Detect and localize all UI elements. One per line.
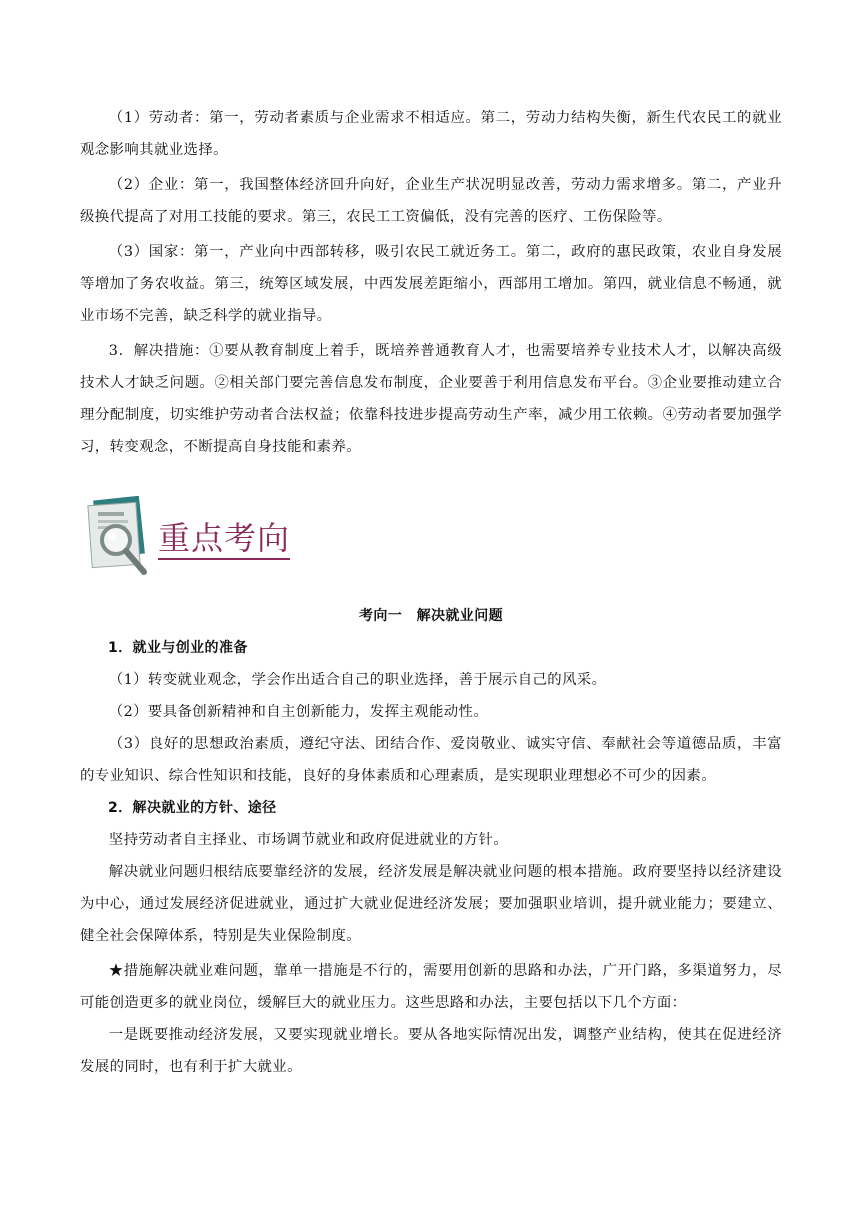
heading-employment-preparation: 1．就业与创业的准备 (108, 640, 248, 656)
list-item: （1）转变就业观念，学会作出适合自己的职业选择，善于展示自己的风采。 (108, 672, 607, 688)
list-item: （2）要具备创新精神和自主创新能力，发挥主观能动性。 (108, 704, 489, 720)
magnifier-icon (82, 496, 158, 578)
main-section (80, 600, 782, 1083)
list-item: ★措施解决就业难问题，靠单一措施是不行的，需要用创新的思路和办法，广开门路，多渠道努力，尽可能创造更多的就业岗位，缓解巨大的就业压力。这些思路和办法，主要包括以下几个方面： (80, 963, 782, 1011)
paragraph-enterprise: （2）企业：第一，我国整体经济回升向好，企业生产状况明显改善，劳动力需求增多。第二，产业升级换代提高了对用工技能的要求。第三，农民工工资偏低，没有完善的医疗、工伤保险等。 (80, 177, 782, 225)
top-section (80, 102, 782, 463)
list-item: 一是既要推动经济发展，又要实现就业增长。要从各地实际情况出发，调整产业结构，使其在促进经济发展的同时，也有利于扩大就业。 (80, 1027, 782, 1075)
heading-employment-policy: 2．解决就业的方针、途径 (108, 800, 277, 816)
key-topics-banner (82, 496, 302, 580)
list-item: 坚持劳动者自主择业、市场调节就业和政府促进就业的方针。 (108, 832, 509, 848)
list-item: 解决就业问题归根结底要靠经济的发展，经济发展是解决就业问题的根本措施。政府要坚持以经济建设为中心，通过发展经济促进就业，通过扩大就业促进经济发展；要加强职业培训，提升就业能力；要建立、健全社会保障体系，特别是失业保险制度。 (80, 864, 782, 944)
paragraph-laborer: （1）劳动者：第一，劳动者素质与企业需求不相适应。第二，劳动力结构失衡，新生代农民工的就业观念影响其就业选择。 (80, 110, 782, 158)
paragraph-state: （3）国家：第一，产业向中西部转移，吸引农民工就近务工。第二，政府的惠民政策，农业自身发展等增加了务农收益。第三，统筹区域发展，中西发展差距缩小，西部用工增加。第四，就业信息不畅通，就业市场不完善，缺乏科学的就业指导。 (80, 244, 782, 324)
list-item: （3）良好的思想政治素质，遵纪守法、团结合作、爱岗敬业、诚实守信、奉献社会等道德品质，丰富的专业知识、综合性知识和技能，良好的身体素质和心理素质，是实现职业理想必不可少的因素。 (80, 736, 782, 784)
paragraph-solutions: 3．解决措施：①要从教育制度上着手，既培养普通教育人才，也需要培养专业技术人才，以解决高级技术人才缺乏问题。②相关部门要完善信息发布制度，企业要善于利用信息发布平台。③企业要推动建立合理分配制度，切实维护劳动者合法权益；依靠科技进步提高劳动生产率，减少用工依赖。④劳动者要加强学习，转变观念，不断提高自身技能和素养。 (80, 343, 782, 455)
banner-title: 重点考向 (158, 518, 290, 560)
section-title: 考向一 解决就业问题 (359, 608, 503, 624)
